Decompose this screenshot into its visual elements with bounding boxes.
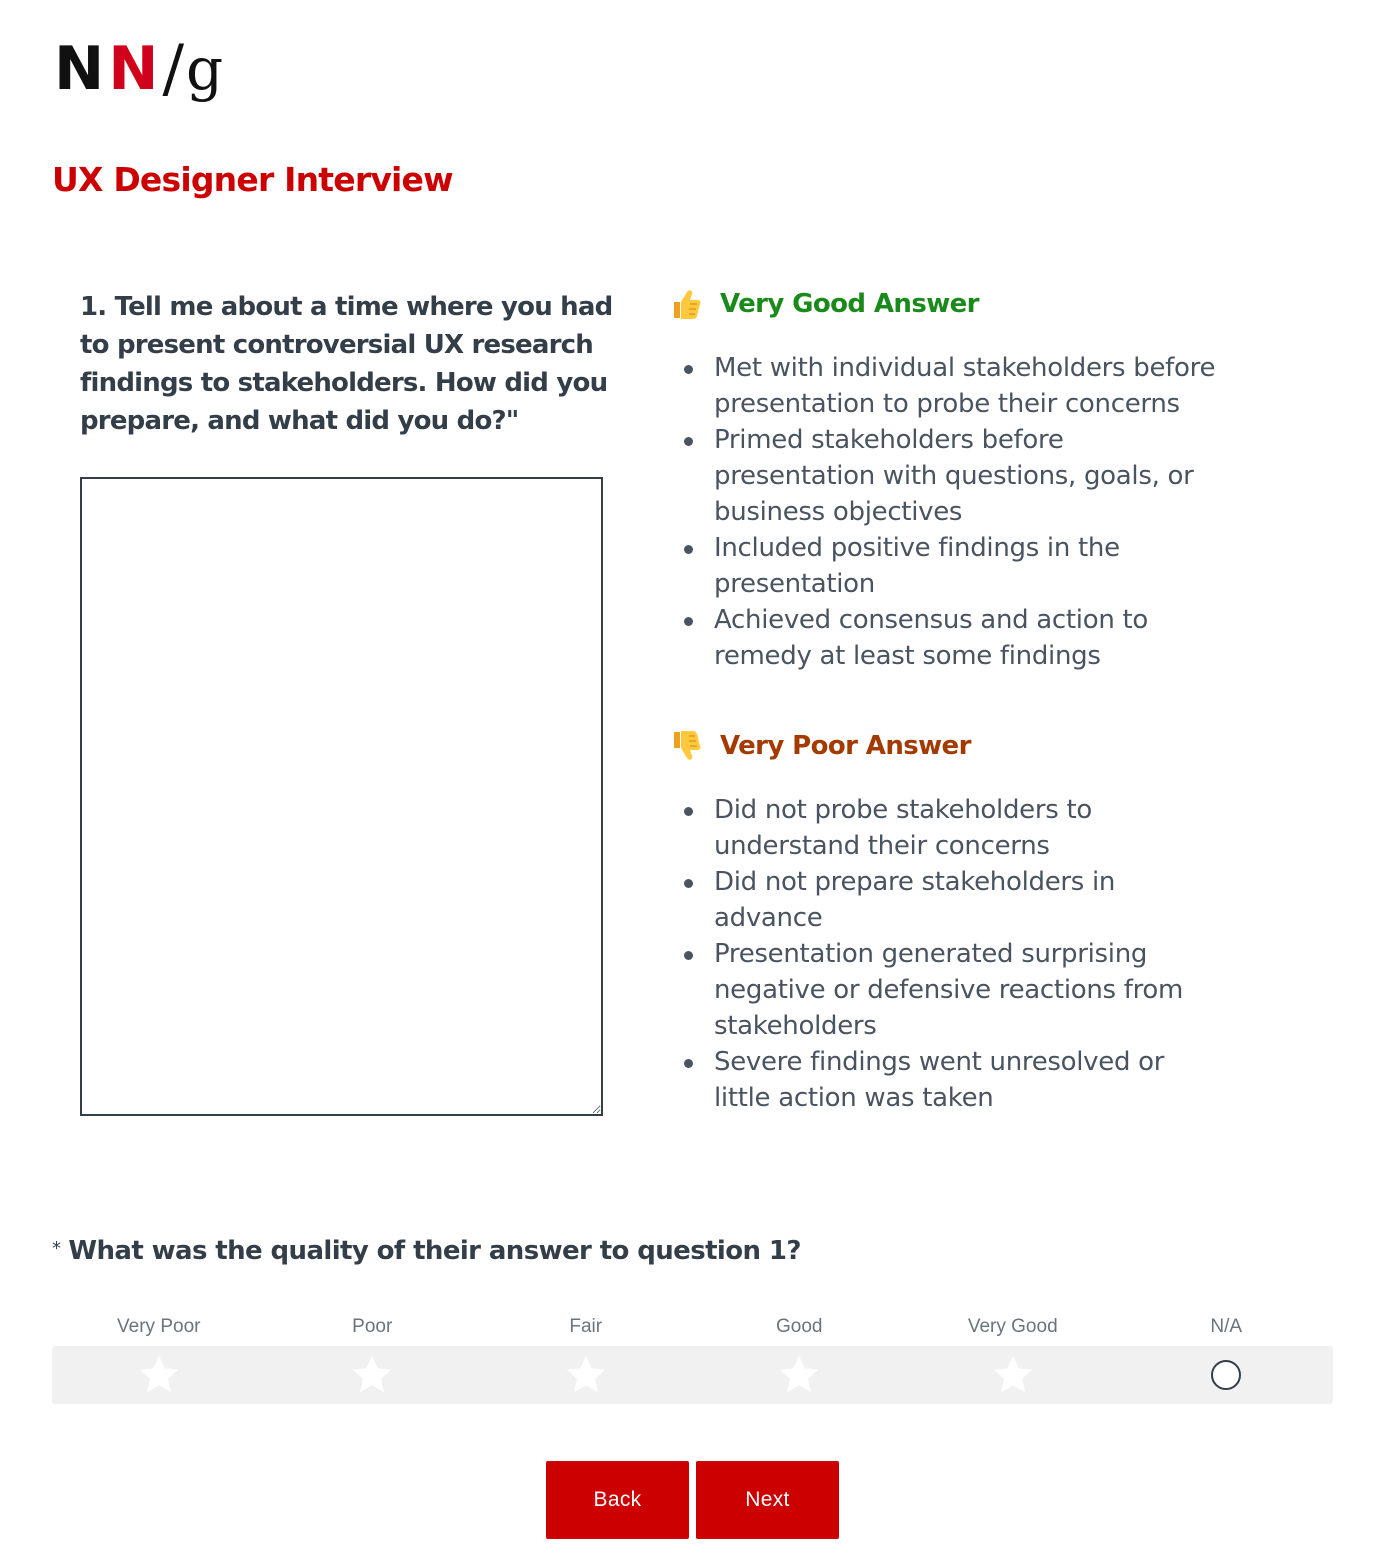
rating-label-very-poor: Very Poor: [117, 1316, 201, 1337]
logo-letter-g: g: [186, 35, 224, 103]
star-icon[interactable]: [350, 1353, 394, 1397]
very-poor-answer-label: Very Poor Answer: [720, 731, 971, 761]
very-good-answer-heading: [668, 286, 979, 322]
list-item: Did not prepare stakeholders in advance: [684, 864, 1224, 936]
star-rating: [52, 1346, 1333, 1404]
list-item: Met with individual stakeholders before presentation to probe their concerns: [684, 350, 1224, 422]
survey-title: UX Designer Interview: [52, 160, 453, 199]
star-icon[interactable]: [137, 1353, 181, 1397]
rating-labels: [52, 1316, 1333, 1338]
list-item: Included positive findings in the presentation: [684, 530, 1224, 602]
back-button[interactable]: Back: [546, 1461, 689, 1539]
logo-letter-n-red: N: [108, 34, 157, 104]
list-item: Severe findings went unresolved or little action was taken: [684, 1044, 1224, 1116]
star-icon[interactable]: [777, 1353, 821, 1397]
logo-letter-n: N: [54, 34, 103, 104]
rating-question-text: What was the quality of their answer to question 1?: [68, 1236, 801, 1266]
rating-label-poor: Poor: [352, 1316, 393, 1337]
star-icon[interactable]: [564, 1353, 608, 1397]
list-item: Presentation generated surprising negative or defensive reactions from stakeholders: [684, 936, 1224, 1044]
next-button[interactable]: Next: [696, 1461, 839, 1539]
rating-option-na[interactable]: [1120, 1346, 1334, 1404]
star-icon[interactable]: [991, 1353, 1035, 1397]
rating-label-very-good: Very Good: [967, 1316, 1058, 1337]
question-text: 1. Tell me about a time where you had to present controversial UX research findings to stakeholders. How did you prepare, and what did you do?": [80, 292, 613, 436]
rating-label-na: N/A: [1210, 1316, 1243, 1337]
rating-option-fair[interactable]: [479, 1346, 693, 1404]
required-marker: *: [52, 1238, 61, 1259]
very-good-answer-list: [684, 350, 1224, 674]
list-item: Did not probe stakeholders to understand their concerns: [684, 792, 1224, 864]
thumbs-up-icon: [668, 286, 704, 322]
na-radio-button[interactable]: [1211, 1360, 1241, 1390]
list-item: Primed stakeholders before presentation with questions, goals, or business objectives: [684, 422, 1224, 530]
very-good-answer-label: Very Good Answer: [720, 289, 979, 319]
rating-option-good[interactable]: [693, 1346, 907, 1404]
answer-textarea[interactable]: [80, 477, 603, 1116]
rating-option-very-poor[interactable]: [52, 1346, 266, 1404]
logo-slash: /: [162, 32, 184, 106]
very-poor-answer-list: [684, 792, 1224, 1116]
list-item: Achieved consensus and action to remedy at least some findings: [684, 602, 1224, 674]
rating-question: [52, 1236, 801, 1266]
rating-label-fair: Fair: [569, 1316, 603, 1337]
rating-option-very-good[interactable]: [906, 1346, 1120, 1404]
nng-logo: [54, 34, 223, 114]
rating-label-good: Good: [776, 1316, 823, 1337]
very-poor-answer-heading: [668, 728, 971, 764]
thumbs-down-icon: [668, 728, 704, 764]
rating-option-poor[interactable]: [266, 1346, 480, 1404]
